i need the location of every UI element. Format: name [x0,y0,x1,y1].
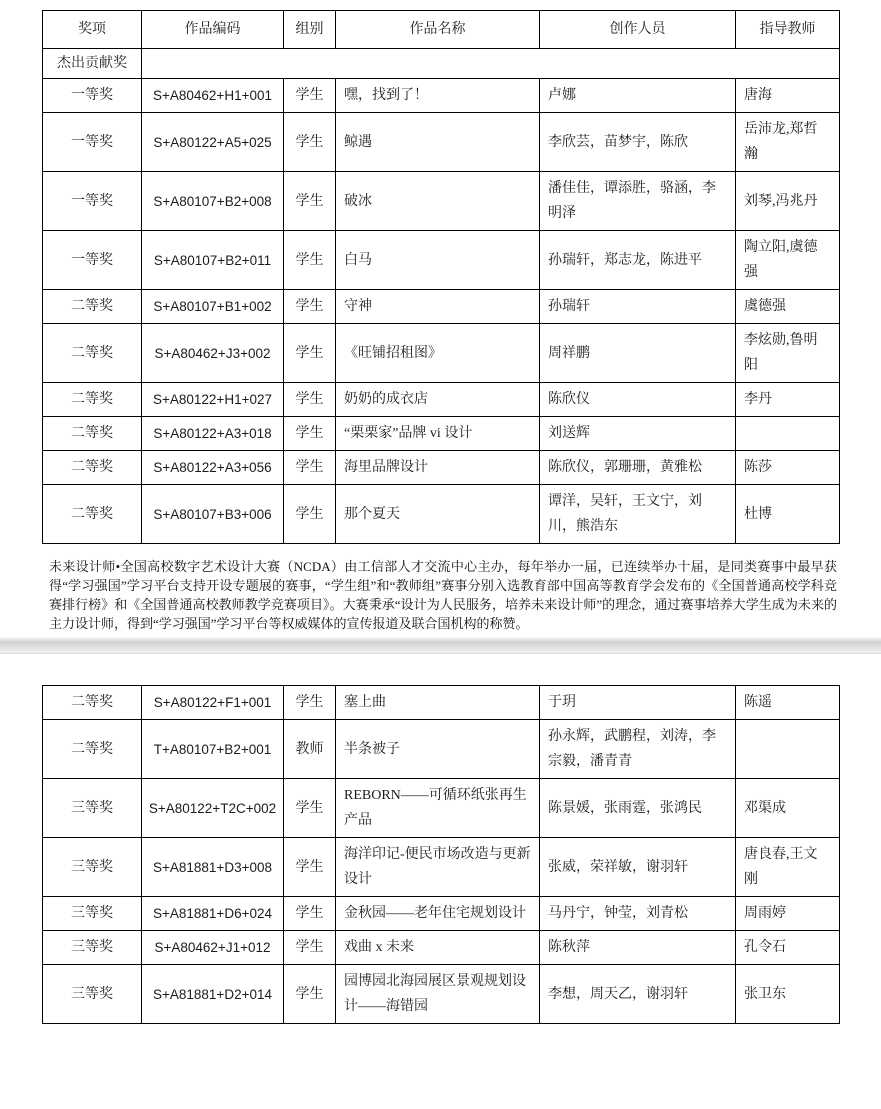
creators-cell: 陈秋萍 [540,931,736,965]
creators-cell: 刘送辉 [540,417,736,451]
column-header: 作品名称 [336,11,540,49]
group-cell: 学生 [284,485,336,544]
instructors-cell: 邓渠成 [736,779,840,838]
group-cell: 学生 [284,231,336,290]
instructors-cell: 孔令石 [736,931,840,965]
title-cell: 园博园北海园展区景观规划设计——海错园 [336,965,540,1024]
title-cell: “栗栗家”品牌 vi 设计 [336,417,540,451]
group-cell: 学生 [284,965,336,1024]
title-cell: 嘿，找到了！ [336,79,540,113]
code-cell: S+A80462+J3+002 [142,324,284,383]
award-cell: 三等奖 [43,965,142,1024]
instructors-cell: 虞德强 [736,290,840,324]
title-cell: 戏曲 x 未来 [336,931,540,965]
code-cell: S+A81881+D3+008 [142,838,284,897]
group-cell: 学生 [284,931,336,965]
title-cell: 白马 [336,231,540,290]
table-row [43,838,840,897]
merged-empty-cell [142,49,840,79]
table-row [43,451,840,485]
group-cell: 学生 [284,172,336,231]
group-cell: 学生 [284,383,336,417]
award-cell: 二等奖 [43,485,142,544]
page-break-separator [0,637,881,654]
code-cell: T+A80107+B2+001 [142,720,284,779]
group-cell: 学生 [284,686,336,720]
title-cell: 海洋印记-便民市场改造与更新设计 [336,838,540,897]
creators-cell: 孙永辉，武鹏程，刘涛，李宗毅，潘青青 [540,720,736,779]
title-cell: 破冰 [336,172,540,231]
instructors-cell: 张卫东 [736,965,840,1024]
creators-cell: 孙瑞轩 [540,290,736,324]
creators-cell: 周祥鹏 [540,324,736,383]
title-cell: 奶奶的成衣店 [336,383,540,417]
code-cell: S+A80122+T2C+002 [142,779,284,838]
table-row [43,485,840,544]
document-viewer [0,10,881,1109]
instructors-cell: 杜博 [736,485,840,544]
award-cell: 三等奖 [43,897,142,931]
column-header: 指导教师 [736,11,840,49]
title-cell: 塞上曲 [336,686,540,720]
creators-cell: 潘佳佳，谭添胜，骆涵，李明泽 [540,172,736,231]
column-header: 作品编码 [142,11,284,49]
award-cell: 一等奖 [43,172,142,231]
instructors-cell: 刘琴,冯兆丹 [736,172,840,231]
award-cell: 一等奖 [43,113,142,172]
table-row [43,79,840,113]
column-header: 奖项 [43,11,142,49]
creators-cell: 张威，荣祥敏，谢羽轩 [540,838,736,897]
code-cell: S+A80107+B1+002 [142,290,284,324]
title-cell: 海里品牌设计 [336,451,540,485]
award-cell: 杰出贡献奖 [43,49,142,79]
group-cell: 学生 [284,451,336,485]
title-cell: 金秋园——老年住宅规划设计 [336,897,540,931]
code-cell: S+A80462+H1+001 [142,79,284,113]
code-cell: S+A80107+B2+008 [142,172,284,231]
table-row [43,779,840,838]
creators-cell: 陈欣仪，郭珊珊，黄雅松 [540,451,736,485]
code-cell: S+A80122+F1+001 [142,686,284,720]
competition-intro-paragraph: 未来设计师•全国高校数字艺术设计大赛（NCDA）由工信部人才交流中心主办，每年举办一届，已连续举办十届，是同类赛事中最早获得“学习强国”学习平台支持开设专题展的赛事，“学生组”和“教师组”赛事分别入选教育部中国高等教育学会发布的《全国普通高校学科竞赛排行榜》和《全国普通高校教师教学竞赛项目》。大赛秉承“设计为人民服务，培养未来设计师”的理念，通过赛事培养大学生成为未来的主力设计师，得到“学习强国”学习平台等权威媒体的宣传报道及联合国机构的称赞。 [49,559,837,631]
creators-cell: 谭洋，吴轩，王文宁，刘川，熊浩东 [540,485,736,544]
table-row [43,417,840,451]
instructors-cell: 岳沛龙,郑哲瀚 [736,113,840,172]
code-cell: S+A80107+B2+011 [142,231,284,290]
title-cell: 鲸遇 [336,113,540,172]
instructors-cell: 唐海 [736,79,840,113]
award-cell: 二等奖 [43,720,142,779]
creators-cell: 于玥 [540,686,736,720]
code-cell: S+A81881+D2+014 [142,965,284,1024]
instructors-cell: 李丹 [736,383,840,417]
code-cell: S+A80122+A3+018 [142,417,284,451]
code-cell: S+A80107+B3+006 [142,485,284,544]
award-cell: 三等奖 [43,838,142,897]
award-cell: 二等奖 [43,383,142,417]
code-cell: S+A81881+D6+024 [142,897,284,931]
creators-cell: 陈欣仪 [540,383,736,417]
creators-cell: 孙瑞轩，郑志龙，陈进平 [540,231,736,290]
instructors-cell [736,417,840,451]
code-cell: S+A80462+J1+012 [142,931,284,965]
instructors-cell: 陈遥 [736,686,840,720]
column-header: 创作人员 [540,11,736,49]
group-cell: 学生 [284,79,336,113]
group-cell: 学生 [284,324,336,383]
header-row [43,11,840,49]
award-cell: 三等奖 [43,779,142,838]
group-cell: 学生 [284,779,336,838]
creators-cell: 卢娜 [540,79,736,113]
table-row [43,231,840,290]
table-row [43,686,840,720]
title-cell: 守神 [336,290,540,324]
instructors-cell: 李炫勋,鲁明阳 [736,324,840,383]
award-cell: 二等奖 [43,324,142,383]
special-award-row [43,49,840,79]
table-row [43,720,840,779]
code-cell: S+A80122+A5+025 [142,113,284,172]
awards-table-page2 [42,685,840,1024]
table-row [43,172,840,231]
instructors-cell: 陶立阳,虞德强 [736,231,840,290]
instructors-cell [736,720,840,779]
award-cell: 一等奖 [43,231,142,290]
column-header: 组别 [284,11,336,49]
title-cell: 《旺铺招租图》 [336,324,540,383]
award-cell: 三等奖 [43,931,142,965]
group-cell: 教师 [284,720,336,779]
creators-cell: 李欣芸，苗梦宇，陈欣 [540,113,736,172]
group-cell: 学生 [284,113,336,172]
table-row [43,324,840,383]
award-cell: 二等奖 [43,686,142,720]
table-row [43,931,840,965]
title-cell: 那个夏天 [336,485,540,544]
instructors-cell: 周雨婷 [736,897,840,931]
table-row [43,113,840,172]
award-cell: 二等奖 [43,451,142,485]
table-row [43,897,840,931]
group-cell: 学生 [284,897,336,931]
table-row [43,290,840,324]
instructors-cell: 唐良春,王文刚 [736,838,840,897]
award-cell: 二等奖 [43,417,142,451]
code-cell: S+A80122+A3+056 [142,451,284,485]
awards-table-page1 [42,10,840,544]
group-cell: 学生 [284,838,336,897]
creators-cell: 李想，周天乙，谢羽轩 [540,965,736,1024]
code-cell: S+A80122+H1+027 [142,383,284,417]
instructors-cell: 陈莎 [736,451,840,485]
creators-cell: 马丹宁，钟莹，刘青松 [540,897,736,931]
group-cell: 学生 [284,290,336,324]
table-row [43,965,840,1024]
title-cell: 半条被子 [336,720,540,779]
award-cell: 一等奖 [43,79,142,113]
table-row [43,383,840,417]
creators-cell: 陈景媛，张雨霆，张鸿民 [540,779,736,838]
group-cell: 学生 [284,417,336,451]
title-cell: REBORN——可循环纸张再生产品 [336,779,540,838]
award-cell: 二等奖 [43,290,142,324]
